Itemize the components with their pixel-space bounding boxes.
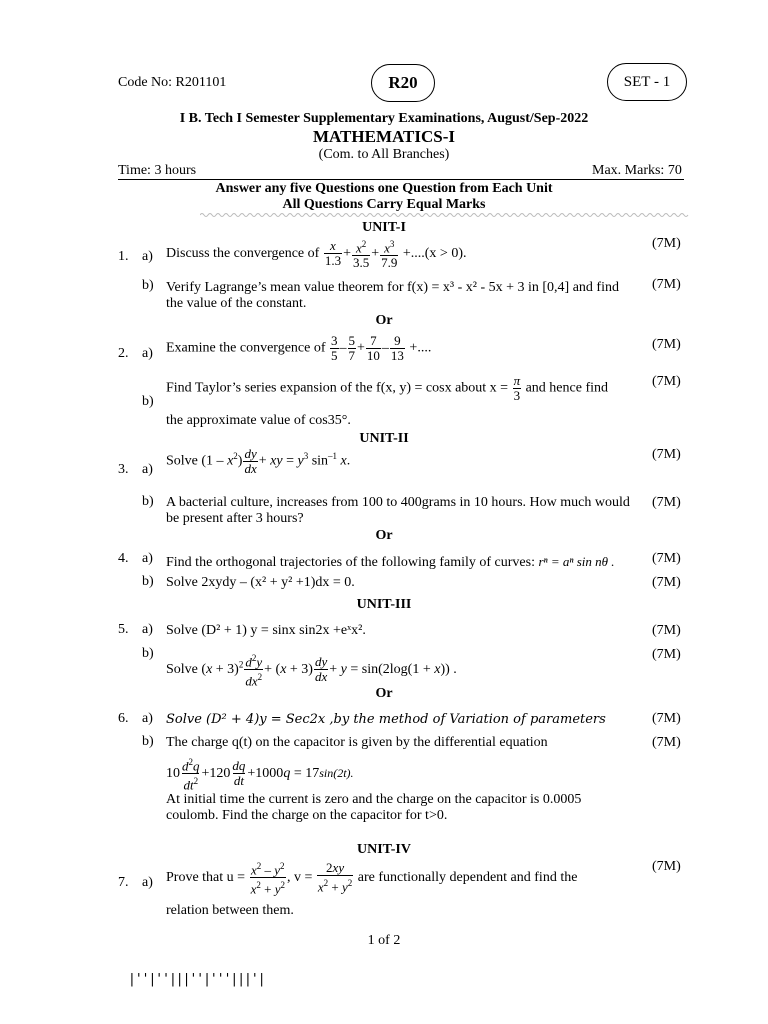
max-marks: Max. Marks: 70: [592, 163, 682, 178]
question-2a-tail: +....: [409, 340, 432, 356]
code-number: Code No: R201101: [118, 75, 227, 90]
question-7a-text-2: , v =: [286, 870, 313, 886]
unit-2-heading: UNIT-II: [359, 431, 409, 446]
question-2a-marks: (7M): [652, 337, 681, 352]
exam-time: Time: 3 hours: [118, 163, 197, 178]
question-3a-text: Solve: [166, 453, 198, 469]
subject-title: MATHEMATICS-I: [313, 127, 455, 146]
question-3-number: 3.: [118, 462, 129, 477]
series2-term-2: $\frac{5}{7}$: [348, 333, 356, 363]
page-number: 1 of 2: [367, 933, 401, 948]
series2-term-4: $\frac{9}{13}$: [390, 333, 404, 363]
question-4b-text: Solve 2xydy – (x² + y² +1)dx = 0.: [166, 575, 355, 590]
question-3a-marks: (7M): [652, 447, 681, 462]
question-5a-marks: (7M): [652, 623, 681, 638]
question-5b: Solve $(x + 3)^2$ $\frac{d^2y}{dx^2}$ + (x + 3) $\frac{dy}{dx}$ + y = sin(2log(1 + x)) .: [166, 653, 457, 689]
question-1a-marks: (7M): [652, 236, 681, 251]
question-5b-marks: (7M): [652, 647, 681, 662]
question-6-number: 6.: [118, 711, 129, 726]
question-7a-label: a): [142, 875, 153, 890]
question-4b-label: b): [142, 574, 154, 589]
question-4a-equation: rⁿ = aⁿ sin nθ .: [538, 554, 615, 569]
question-7a: [166, 859, 577, 897]
wavy-divider: [200, 212, 690, 218]
series-term-1: $\frac{x}{1.3}$: [324, 238, 342, 269]
question-1b-text: Verify Lagrange’s mean value theorem for f(x) = x³ - x² - 5x + 3 in [0,4] and find the value of the constant.: [166, 280, 619, 311]
question-5a-label: a): [142, 622, 153, 637]
question-7a-text-1: Prove that u =: [166, 870, 246, 886]
question-2b-text-1: Find Taylor’s series expansion of the f(x, y) = cosx about x =: [166, 380, 509, 396]
question-6b-label: b): [142, 734, 154, 749]
question-7-number: 7.: [118, 875, 129, 890]
dq-dt-fraction: $\frac{dq}{dt}$: [232, 758, 246, 789]
dy-dx-fraction-2: $\frac{dy}{dx}$: [314, 654, 328, 685]
question-6a-text: Solve (D² + 4)y = Sec2x ,by the method of Variation of parameters: [166, 712, 606, 727]
exam-title: I B. Tech I Semester Supplementary Examinations, August/Sep-2022: [179, 111, 589, 126]
question-7a-text-4: relation between them.: [166, 903, 294, 918]
or-divider-1: Or: [375, 313, 393, 328]
question-6b-text-3: At initial time the current is zero and the charge on the capacitor is 0.0005 coulomb. Find the charge on the capacitor for t>0.: [166, 792, 582, 823]
series2-term-3: $\frac{7}{10}$: [366, 333, 380, 363]
question-6a-marks: (7M): [652, 711, 681, 726]
question-1a: Discuss the convergence of $\frac{x}{1.3}$ + $\frac{x^2}{3.5}$ + $\frac{x^3}{7.9}$ +....(x > 0).: [166, 238, 467, 271]
question-6b-text-1: The charge q(t) on the capacitor is given by the differential equation: [166, 735, 548, 750]
series-term-2: $\frac{x^2}{3.5}$: [352, 239, 370, 271]
question-3b-text: A bacterial culture, increases from 100 to 400grams in 10 hours. How much would be present after 3 hours?: [166, 495, 630, 526]
question-4a-label: a): [142, 551, 153, 566]
question-1-number: 1.: [118, 249, 129, 264]
series-term-3: $\frac{x^3}{7.9}$: [381, 239, 398, 271]
question-2b-marks: (7M): [652, 374, 681, 389]
question-6b-equation: 10 $\frac{d^2q}{dt^2}$ +120 $\frac{dq}{dt}$ +1000q = 17sin(2t).: [166, 757, 354, 793]
d2y-dx2-fraction: $\frac{d^2y}{dx^2}$: [245, 653, 263, 689]
question-4a-text: Find the orthogonal trajectories of the following family of curves:: [166, 555, 535, 570]
header-rule: [118, 179, 684, 180]
unit-1-heading: UNIT-I: [362, 220, 406, 235]
set-badge: SET - 1: [607, 63, 687, 101]
v-fraction: $\frac{2xy}{x^2 + y^2}$: [317, 860, 353, 895]
question-5-number: 5.: [118, 622, 129, 637]
instruction-2: All Questions Carry Equal Marks: [282, 197, 486, 212]
question-2a: Examine the convergence of $\frac{3}{5}$ – $\frac{5}{7}$ + $\frac{7}{10}$ – $\frac{9}{13}$ +....: [166, 333, 432, 363]
unit-3-heading: UNIT-III: [356, 597, 412, 612]
question-2b-text-2: and hence find: [525, 380, 609, 396]
or-divider-2: Or: [375, 528, 393, 543]
question-3b-marks: (7M): [652, 495, 681, 510]
question-2a-label: a): [142, 346, 153, 361]
question-2a-text: Examine the convergence of: [166, 340, 326, 356]
question-4a: [166, 554, 615, 571]
instruction-1: Answer any five Questions one Question from Each Unit: [215, 181, 553, 196]
barcode-code: |''|''|||''|'''|||'|: [128, 972, 265, 987]
question-3a-label: a): [142, 462, 153, 477]
series2-term-1: $\frac{3}{5}$: [331, 333, 338, 363]
question-4-number: 4.: [118, 551, 129, 566]
dy-dx-fraction: $\frac{dy}{dx}$: [244, 446, 257, 476]
d2q-dt2-fraction: $\frac{d^2q}{dt^2}$: [182, 757, 200, 793]
question-2b-line3: the approximate value of cos35°.: [166, 413, 351, 428]
question-7a-marks: (7M): [652, 859, 681, 874]
question-1b-marks: (7M): [652, 277, 681, 292]
question-5b-label: b): [142, 646, 154, 661]
question-4b-marks: (7M): [652, 575, 681, 590]
question-2b-line1: [166, 374, 608, 403]
question-2b-label: b): [142, 394, 154, 409]
question-6b-marks: (7M): [652, 735, 681, 750]
question-1a-tail: +....(x > 0).: [402, 245, 467, 261]
unit-4-heading: UNIT-IV: [357, 842, 411, 857]
question-3b-label: b): [142, 494, 154, 509]
branches: (Com. to All Branches): [318, 147, 450, 162]
or-divider-3: Or: [375, 686, 393, 701]
u-fraction: $\frac{x^2 - y^2}{x^2 + y^2}$: [250, 861, 285, 897]
question-1b-label: b): [142, 278, 154, 293]
question-5b-text: Solve: [166, 662, 198, 678]
question-3a: Solve $(1 - x^2)$ $\frac{dy}{dx}$ + xy = $y^3$ $\sin^{-1} x$.: [166, 446, 351, 476]
regulation-badge: R20: [371, 64, 435, 102]
question-5a-text: Solve (D² + 1) y = sinx sin2x +eˣx².: [166, 623, 366, 638]
pi-over-three: $\frac{\pi}{3}$: [513, 373, 521, 403]
question-2-number: 2.: [118, 346, 129, 361]
question-4a-marks: (7M): [652, 551, 681, 566]
question-6a-label: a): [142, 711, 153, 726]
question-7a-text-3: are functionally dependent and find the: [357, 870, 578, 886]
question-1a-text: Discuss the convergence of: [166, 245, 320, 261]
question-1a-label: a): [142, 249, 153, 264]
